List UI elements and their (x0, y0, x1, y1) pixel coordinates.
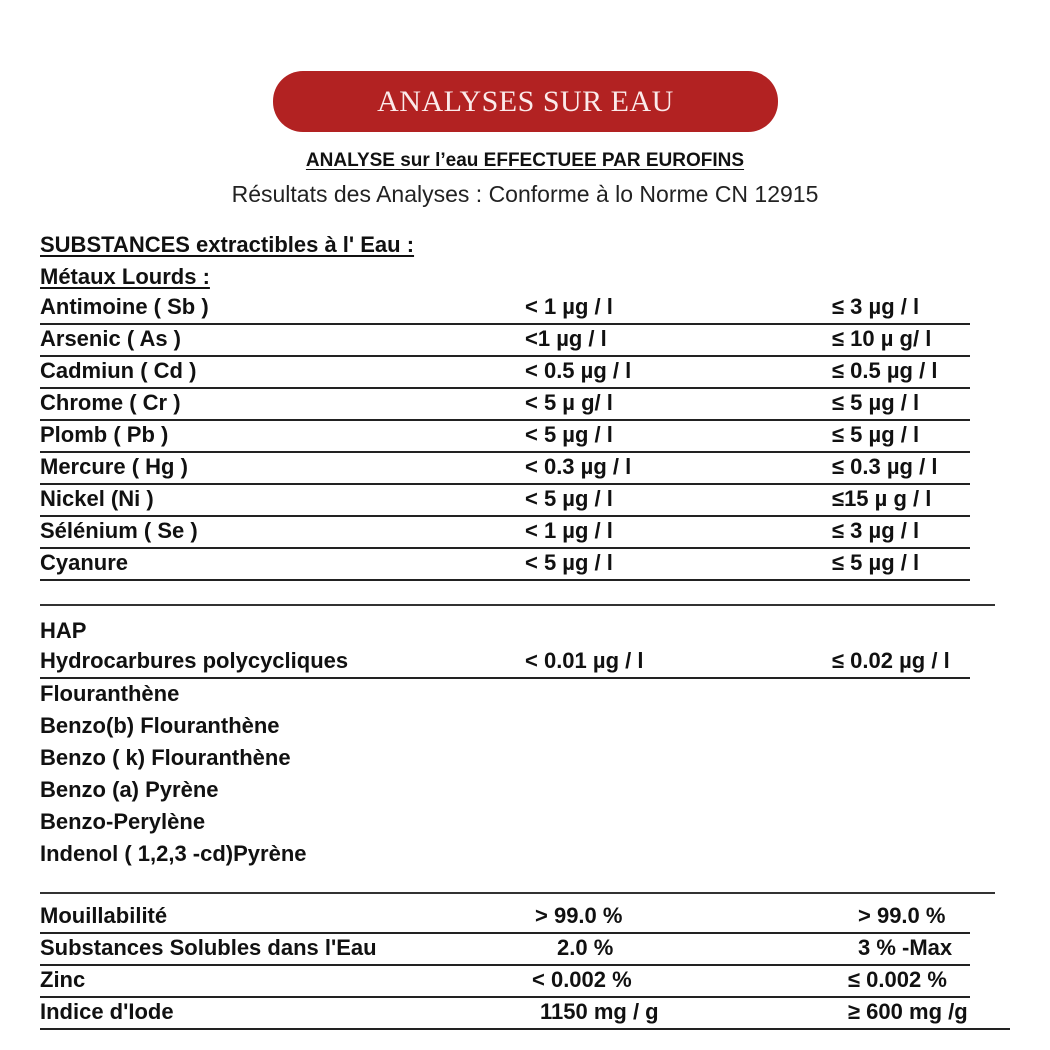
subtitle: ANALYSE sur l’eau EFFECTUEE PAR EUROFINS (305, 150, 745, 171)
result-value: < 0.5 µg / l (525, 358, 632, 383)
table-row (40, 486, 970, 517)
limit-value: ≤ 3 µg / l (832, 518, 920, 543)
substance-name: Nickel (Ni ) (40, 486, 154, 511)
row-underline (40, 579, 970, 581)
substance-name: Antimoine ( Sb ) (40, 294, 209, 319)
limit-value: ≤ 3 µg / l (832, 294, 920, 319)
result-value: <1 µg / l (525, 326, 607, 351)
hap-item: Benzo-Perylène (40, 809, 206, 834)
row-underline (40, 451, 970, 453)
substance-name: Mercure ( Hg ) (40, 454, 188, 479)
result-value: < 5 µg / l (525, 486, 613, 511)
hap-item: Indenol ( 1,2,3 -cd)Pyrène (40, 841, 307, 866)
result-value: < 5 µg / l (525, 422, 613, 447)
row-underline (40, 1028, 1010, 1030)
row-underline (40, 355, 970, 357)
result-value: < 5 µ g/ l (525, 390, 613, 415)
limit-value: ≤ 0.02 µg / l (832, 648, 950, 673)
substance-name: Arsenic ( As ) (40, 326, 182, 351)
substances-heading: SUBSTANCES extractibles à l' Eau : (40, 232, 415, 257)
table-row (40, 550, 970, 581)
substance-name: Plomb ( Pb ) (40, 422, 169, 447)
row-underline (40, 419, 970, 421)
row-underline (40, 677, 970, 679)
limit-value: ≤15 µ g / l (832, 486, 932, 511)
substance-name: Sélénium ( Se ) (40, 518, 198, 543)
result-value: < 0.01 µg / l (525, 648, 644, 673)
table-row (40, 935, 970, 966)
hap-heading: HAP (40, 618, 87, 643)
result-value: 2.0 % (557, 935, 614, 960)
title-banner (273, 71, 778, 132)
row-underline (40, 483, 970, 485)
substance-name: Cadmiun ( Cd ) (40, 358, 197, 383)
row-underline (40, 964, 970, 966)
banner-title: ANALYSES SUR EAU (377, 84, 674, 118)
hap-item: Benzo ( k) Flouranthène (40, 745, 291, 770)
result-value: > 99.0 % (535, 903, 623, 928)
limit-value: ≤ 0.3 µg / l (832, 454, 938, 479)
limit-value: ≤ 0.5 µg / l (832, 358, 938, 383)
substance-name: Chrome ( Cr ) (40, 390, 181, 415)
substance-name: Hydrocarbures polycycliques (40, 648, 349, 673)
hap-item: Benzo (a) Pyrène (40, 777, 219, 802)
table-row (40, 358, 970, 389)
property-name: Indice d'Iode (40, 999, 174, 1024)
row-underline (40, 996, 970, 998)
substance-name: Cyanure (40, 550, 129, 575)
limit-value: ≤ 5 µg / l (832, 422, 920, 447)
table-row (40, 648, 970, 679)
table-row (40, 294, 970, 325)
table-row (40, 390, 970, 421)
row-underline (40, 515, 970, 517)
table-row (40, 999, 1010, 1030)
row-underline (40, 547, 970, 549)
section-divider (40, 604, 995, 606)
limit-value: ≤ 5 µg / l (832, 390, 920, 415)
property-name: Zinc (40, 967, 86, 992)
table-row (40, 518, 970, 549)
limit-value: ≤ 10 µ g/ l (832, 326, 932, 351)
table-row (40, 454, 970, 485)
result-value: < 5 µg / l (525, 550, 613, 575)
property-name: Substances Solubles dans l'Eau (40, 935, 377, 960)
hap-item: Flouranthène (40, 681, 180, 706)
limit-value: 3 % -Max (858, 935, 953, 960)
limit-value: ≤ 0.002 % (848, 967, 947, 992)
row-underline (40, 387, 970, 389)
norm-statement: Résultats des Analyses : Conforme à lo Norme CN 12915 (231, 181, 819, 207)
hap-item: Benzo(b) Flouranthène (40, 713, 280, 738)
limit-value: ≤ 5 µg / l (832, 550, 920, 575)
row-underline (40, 323, 970, 325)
property-name: Mouillabilité (40, 903, 168, 928)
result-value: < 0.002 % (532, 967, 632, 992)
table-row (40, 326, 970, 357)
limit-value: > 99.0 % (858, 903, 946, 928)
table-row (40, 967, 970, 998)
section-divider (40, 892, 995, 894)
result-value: < 0.3 µg / l (525, 454, 632, 479)
result-value: 1150 mg / g (540, 999, 659, 1024)
result-value: < 1 µg / l (525, 294, 613, 319)
table-row (40, 903, 970, 934)
result-value: < 1 µg / l (525, 518, 613, 543)
row-underline (40, 932, 970, 934)
limit-value: ≥ 600 mg /g (848, 999, 968, 1024)
heavy-metals-heading: Métaux Lourds : (40, 264, 210, 289)
table-row (40, 422, 970, 453)
